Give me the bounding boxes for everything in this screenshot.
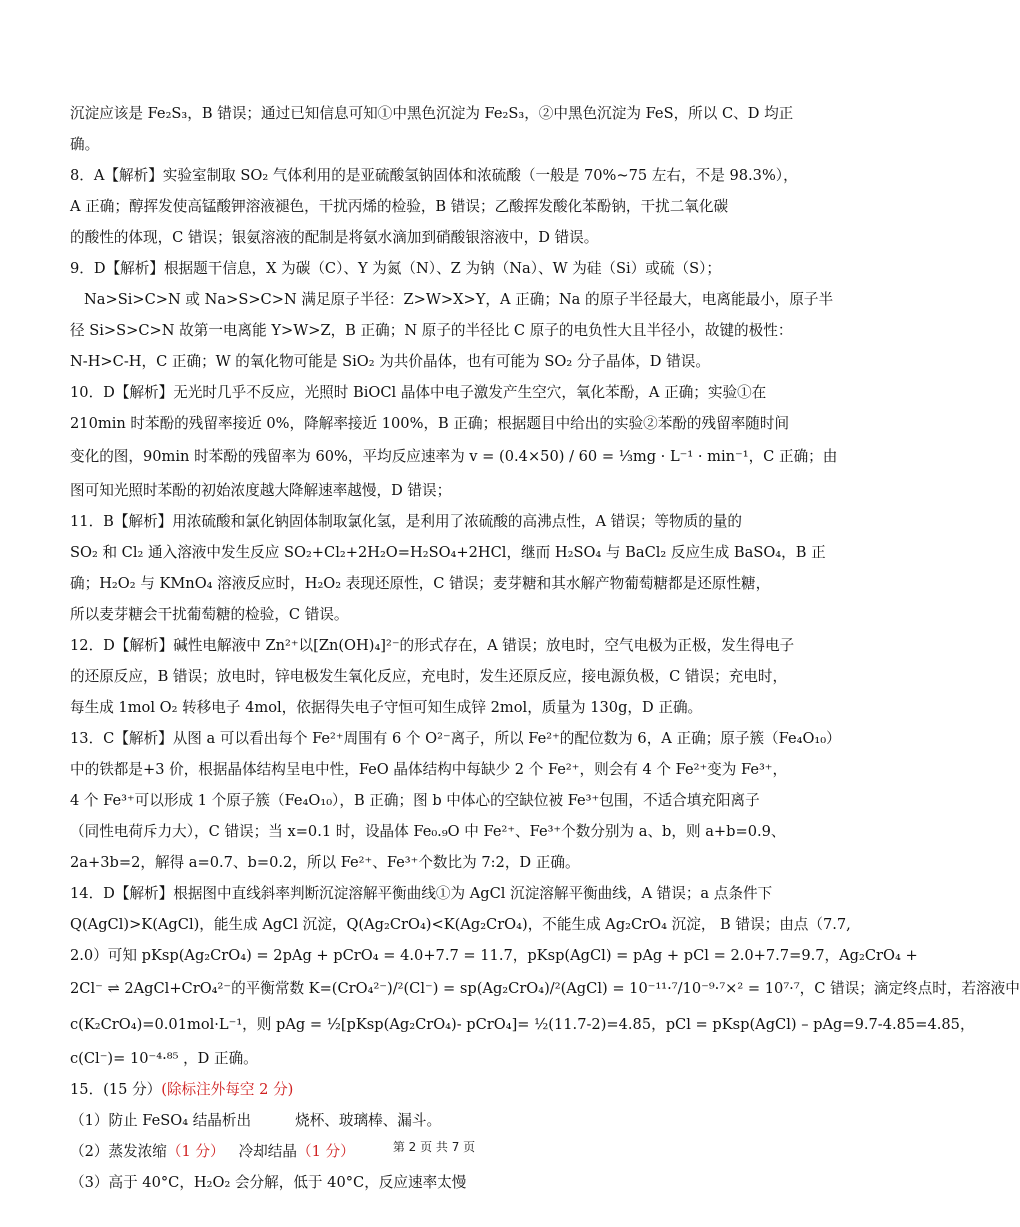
answer-text: （2）蒸发浓缩	[70, 1143, 167, 1160]
q15-title: 15．(15 分）	[70, 1081, 162, 1098]
text-line: A 正确；醇挥发使高锰酸钾溶液褪色，干扰丙烯的检验，B 错误；乙酸挥发酸化苯酚钠，干扰二氧化碳	[70, 198, 729, 215]
text-line: 变化的图，90min 时苯酚的残留率为 60%，平均反应速率为 v = (0.4×50) / 60 = ⅓mg · L⁻¹ · min⁻¹，C 正确；由	[70, 448, 838, 465]
text-line: Na>Si>C>N 或 Na>S>C>N 满足原子半径：Z>W>X>Y，A 正确；Na 的原子半径最大，电离能最小，原子半	[84, 291, 834, 308]
text-line: 的酸性的体现，C 错误；银氨溶液的配制是将氨水滴加到硝酸银溶液中，D 错误。	[70, 229, 599, 246]
score-note: （1 分）	[296, 1143, 355, 1160]
text-line: c(K₂CrO₄)=0.01mol·L⁻¹，则 pAg = ½[pKsp(Ag₂CrO₄)- pCrO₄]= ½(11.7-2)=4.85，pCl = pKsp(AgCl) – pAg=9.7-4.85=4.85，	[70, 1016, 975, 1033]
answer-text: （1）防止 FeSO₄ 结晶析出	[70, 1112, 252, 1129]
text-line: SO₂ 和 Cl₂ 通入溶液中发生反应 SO₂+Cl₂+2H₂O=H₂SO₄+2HCl，继而 H₂SO₄ 与 BaCl₂ 反应生成 BaSO₄，B 正	[70, 544, 826, 561]
page-footer: 第 2 页 共 7 页	[392, 1140, 476, 1154]
document-body	[70, 98, 1020, 1198]
text-line: 确；H₂O₂ 与 KMnO₄ 溶液反应时，H₂O₂ 表现还原性，C 错误；麦芽糖和其水解产物葡萄糖都是还原性糖，	[70, 575, 771, 592]
text-line: 所以麦芽糖会干扰葡萄糖的检验，C 错误。	[70, 606, 349, 623]
text-line: 8．A【解析】实验室制取 SO₂ 气体利用的是亚硫酸氢钠固体和浓硫酸（一般是 70%~75 左右，不是 98.3%），	[70, 167, 798, 184]
q15-answer-3: （3）高于 40°C，H₂O₂ 会分解，低于 40°C，反应速率太慢	[70, 1174, 467, 1191]
text-line: 图可知光照时苯酚的初始浓度越大降解速率越慢，D 错误；	[70, 482, 452, 499]
q15-answer-1	[70, 1105, 805, 1136]
answer-text: 烧杯、玻璃棒、漏斗。	[295, 1112, 442, 1129]
text-line: 径 Si>S>C>N 故第一电离能 Y>W>Z，B 正确；N 原子的半径比 C 原子的电负性大且半径小，故键的极性：	[70, 322, 793, 339]
text-line: 中的铁都是+3 价，根据晶体结构呈电中性，FeO 晶体结构中每缺少 2 个 Fe²⁺，则会有 4 个 Fe²⁺变为 Fe³⁺，	[70, 761, 788, 778]
q15-heading	[70, 1074, 805, 1105]
score-note: （1 分）	[166, 1143, 225, 1160]
text-line: 9．D【解析】根据题干信息，X 为碳（C）、Y 为氮（N）、Z 为钠（Na）、W 为硅（Si）或硫（S）；	[70, 260, 721, 277]
q15-note: (除标注外每空 2 分)	[161, 1081, 294, 1098]
text-line: 每生成 1mol O₂ 转移电子 4mol，依据得失电子守恒可知生成锌 2mol，质量为 130g，D 正确。	[70, 699, 703, 716]
text-line: 10．D【解析】无光时几乎不反应，光照时 BiOCl 晶体中电子激发产生空穴，氧化苯酚，A 正确；实验①在	[70, 384, 767, 401]
text-line: Q(AgCl)>K(AgCl)，能生成 AgCl 沉淀，Q(Ag₂CrO₄)<K(Ag₂CrO₄)，不能生成 Ag₂CrO₄ 沉淀， B 错误；由点（7.7,	[70, 916, 851, 933]
text-line: 13．C【解析】从图 a 可以看出每个 Fe²⁺周围有 6 个 O²⁻离子，所以 Fe²⁺的配位数为 6，A 正确；原子簇（Fe₄O₁₀）	[70, 730, 841, 747]
text-line: 确。	[70, 136, 100, 153]
text-line: 4 个 Fe³⁺可以形成 1 个原子簇（Fe₄O₁₀），B 正确；图 b 中体心的空缺位被 Fe³⁺包围，不适合填充阳离子	[70, 792, 760, 809]
text-line: 2.0）可知 pKsp(Ag₂CrO₄) = 2pAg + pCrO₄ = 4.0+7.7 = 11.7，pKsp(AgCl) = pAg + pCl = 2.0+7.7=9.7，Ag₂CrO₄ +	[70, 947, 918, 964]
answer-text: 冷却结晶	[238, 1143, 297, 1160]
text-line: 2Cl⁻ ⇌ 2AgCl+CrO₄²⁻的平衡常数 K=(CrO₄²⁻)/²(Cl⁻) = sp(Ag₂CrO₄)/²(AgCl) = 10⁻¹¹·⁷/10⁻⁹·⁷×² = 10⁷·⁷，C 错误；滴定终点时，若溶液中	[70, 980, 1020, 997]
text-line: 沉淀应该是 Fe₂S₃，B 错误；通过已知信息可知①中黑色沉淀为 Fe₂S₃，②中黑色沉淀为 FeS，所以 C、D 均正	[70, 105, 794, 122]
text-line: N-H>C-H，C 正确；W 的氧化物可能是 SiO₂ 为共价晶体，也有可能为 SO₂ 分子晶体，D 错误。	[70, 353, 710, 370]
text-line: c(Cl⁻)= 10⁻⁴·⁸⁵ ，D 正确。	[70, 1050, 258, 1067]
text-line: 210min 时苯酚的残留率接近 0%，降解率接近 100%，B 正确；根据题目中给出的实验②苯酚的残留率随时间	[70, 415, 790, 432]
text-line: 12．D【解析】碱性电解液中 Zn²⁺以[Zn(OH)₄]²⁻的形式存在，A 错误；放电时，空气电极为正极，发生得电子	[70, 637, 795, 654]
text-line: 2a+3b=2，解得 a=0.7、b=0.2，所以 Fe²⁺、Fe³⁺个数比为 7:2，D 正确。	[70, 854, 580, 871]
text-line: 11．B【解析】用浓硫酸和氯化钠固体制取氯化氢，是利用了浓硫酸的高沸点性，A 错误；等物质的量的	[70, 513, 743, 530]
text-line: （同性电荷斥力大），C 错误；当 x=0.1 时，设晶体 Fe₀.₉O 中 Fe²⁺、Fe³⁺个数分别为 a、b，则 a+b=0.9、	[70, 823, 786, 840]
text-line: 的还原反应，B 错误；放电时，锌电极发生氧化反应，充电时，发生还原反应，接电源负极，C 错误；充电时，	[70, 668, 788, 685]
text-line: 14．D【解析】根据图中直线斜率判断沉淀溶解平衡曲线①为 AgCl 沉淀溶解平衡曲线，A 错误；a 点条件下	[70, 885, 773, 902]
